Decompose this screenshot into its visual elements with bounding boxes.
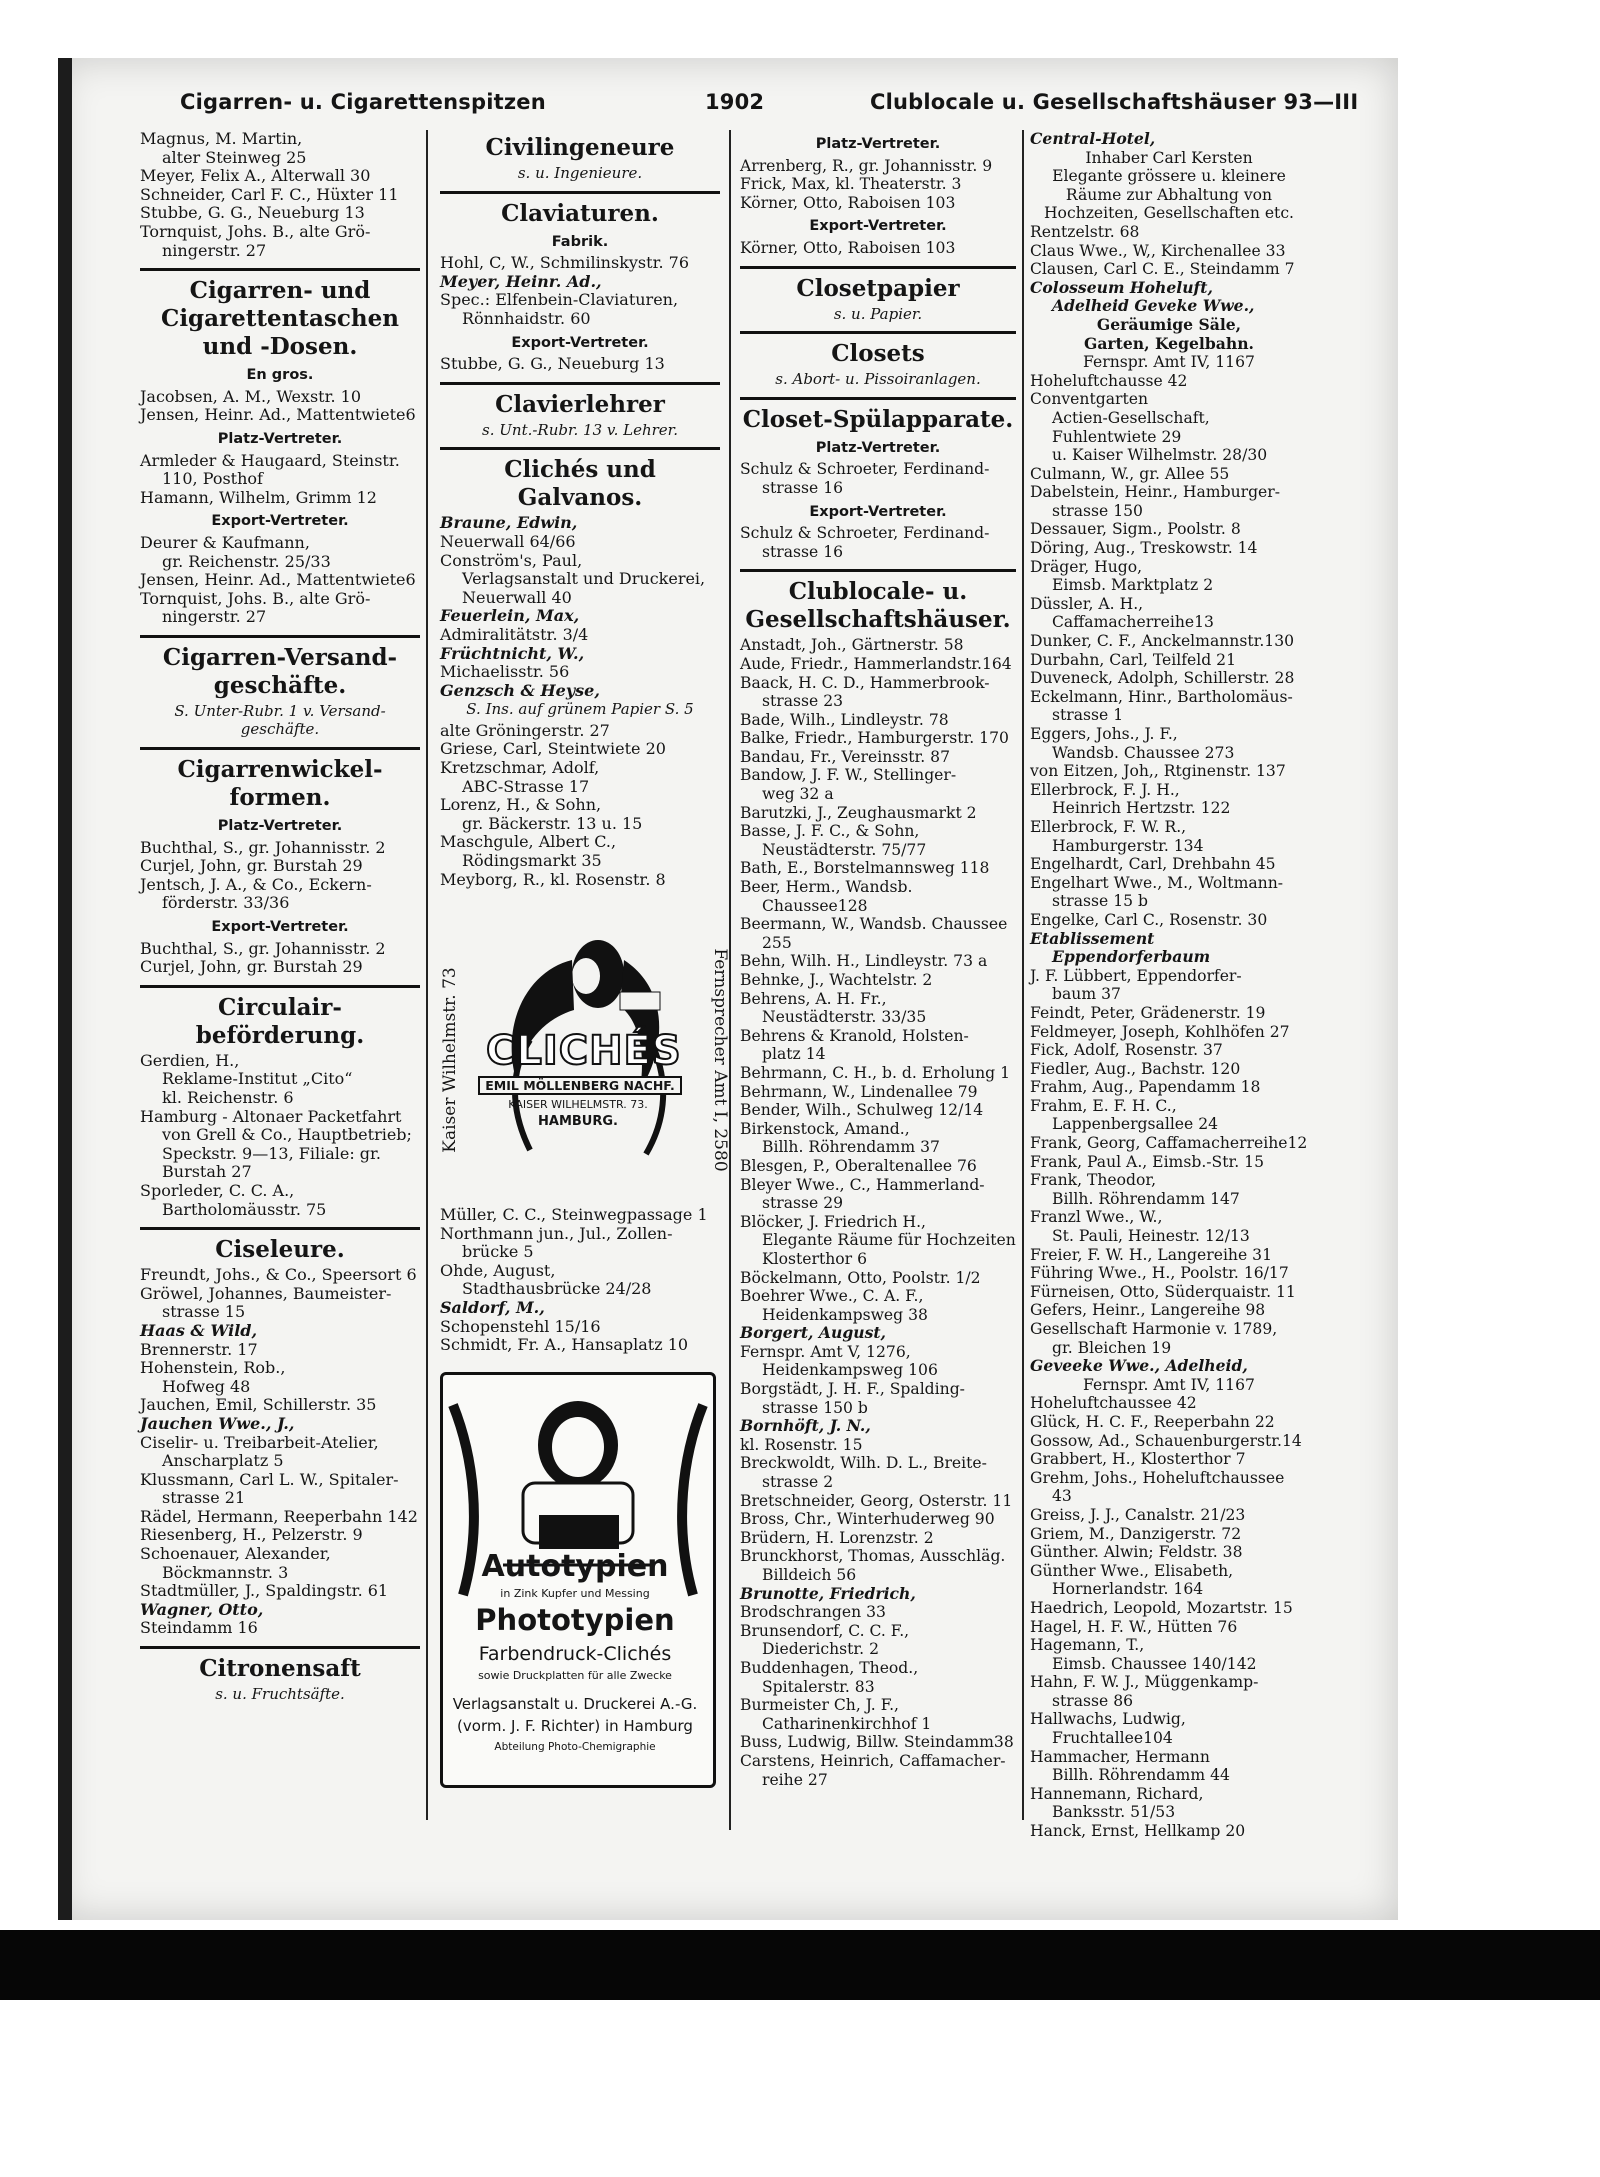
- entry-line: Beer, Herm., Wandsb. Chaussee128: [740, 878, 913, 915]
- entry-detail-centered: Elegante grössere u. kleinere Räume zur Abhaltung von Hochzeiten, Gesellschaften etc.: [1043, 167, 1295, 223]
- bold-italic-entry-name: Meyer, Heinr. Ad.,: [440, 271, 602, 291]
- entry-line: Culmann, W., gr. Allee 55: [1030, 464, 1230, 483]
- section-heading: Ciseleure.: [215, 1236, 345, 1264]
- entry-line: Armleder & Haugaard, Steinstr. 110, Posthof: [140, 450, 400, 489]
- entry-line: Jentsch, J. A., & Co., Eckern- förderstr. 33/36: [140, 874, 372, 913]
- ad-verlagsanstalt: Verlagsanstalt u. Druckerei A.-G.: [452, 1695, 698, 1713]
- header-year: 1902: [705, 90, 765, 114]
- bold-italic-entry-name: Geveeke Wwe., Adelheid,: [1030, 1356, 1248, 1376]
- bold-italic-entry-name: Bornhöft, J. N.,: [740, 1416, 871, 1436]
- section-heading: Cigarren-Versand- geschäfte.: [162, 643, 398, 699]
- entry-line: Bade, Wilh., Lindleystr. 78: [740, 710, 949, 729]
- entry-line: Haedrich, Leopold, Mozartstr. 15: [1030, 1598, 1293, 1617]
- entry-line: Führing Wwe., H., Poolstr. 16/17: [1030, 1264, 1289, 1283]
- section-rule: [440, 447, 720, 450]
- see-reference: S. Unter-Rubr. 1 v. Versand- geschäfte.: [174, 701, 386, 739]
- entry-line: Brodschrangen 33: [740, 1603, 886, 1622]
- see-reference: s. Abort- u. Pissoiranlagen.: [775, 370, 981, 389]
- bold-italic-entry-name: Früchtnicht, W.,: [440, 643, 585, 663]
- entry-line: Conström's, Paul, Verlagsanstalt und Druckerei, Neuerwall 40: [440, 550, 706, 607]
- subheading-label: Platz-Vertreter.: [815, 136, 941, 152]
- entry-line: Behrens & Kranold, Holsten- platz 14: [740, 1026, 969, 1064]
- bold-italic-entry-name: Central-Hotel,: [1030, 129, 1156, 148]
- ad-materials: in Zink Kupfer und Messing: [500, 1587, 650, 1600]
- entry-line: Hamann, Wilhelm, Grimm 12: [140, 487, 377, 507]
- section-rule: [740, 266, 1016, 269]
- entry-line: Körner, Otto, Raboisen 103: [740, 238, 956, 257]
- subheading-label: Platz-Vertreter.: [815, 439, 941, 456]
- ad-phototypien: Phototypien: [475, 1603, 675, 1637]
- entry-line: Brunsendorf, C. C. F., Diederichstr. 2: [740, 1621, 910, 1659]
- entry-line: Clausen, Carl C. E., Steindamm 7: [1030, 260, 1295, 279]
- entry-line: Maschgule, Albert C., Rödingsmarkt 35: [440, 832, 617, 871]
- entry-line: Beermann, W., Wandsb. Chaussee 255: [740, 915, 1008, 952]
- entry-line: Griem, M., Danzigerstr. 72: [1030, 1524, 1242, 1543]
- entry-line: Gröwel, Johannes, Baumeister- strasse 15: [140, 1283, 392, 1322]
- subheading-label: Export-Vertreter.: [809, 503, 947, 520]
- ad-phone-vertical: Fernsprecher Amt I, 2580: [710, 948, 730, 1172]
- ad-druckplatten: sowie Druckplatten für alle Zwecke: [478, 1669, 672, 1682]
- entry-line: kl. Rosenstr. 15: [740, 1435, 863, 1454]
- entry-line: Günther. Alwin; Feldstr. 38: [1030, 1543, 1243, 1562]
- entry-line: Breckwoldt, Wilh. D. L., Breite- strasse 2: [740, 1454, 987, 1492]
- section-heading: Closetpapier: [796, 274, 960, 302]
- entry-line: Arrenberg, R., gr. Johannisstr. 9: [740, 156, 993, 175]
- entry-line: Claus Wwe., W,, Kirchenallee 33: [1030, 241, 1286, 260]
- entry-line: Feldmeyer, Joseph, Kohlhöfen 27: [1030, 1022, 1290, 1041]
- entry-line: Rädel, Hermann, Reeperbahn 142: [140, 1506, 418, 1526]
- entry-line: Grabbert, H., Klosterthor 7: [1030, 1450, 1246, 1469]
- entry-line: Freier, F. W. H., Langereihe 31: [1030, 1245, 1273, 1264]
- entry-line: Magnus, M. Martin, alter Steinweg 25: [140, 129, 307, 167]
- section-heading: Clavierlehrer: [495, 390, 665, 418]
- entry-line: Baack, H. C. D., Hammerbrook- strasse 23: [740, 673, 990, 711]
- entry-line: Barutzki, J., Zeughausmarkt 2: [740, 803, 977, 822]
- entry-line: Duveneck, Adolph, Schillerstr. 28: [1030, 669, 1295, 688]
- entry-line: Glück, H. C. F., Reeperbahn 22: [1030, 1412, 1275, 1431]
- entry-line: Stadtmüller, J., Spaldingstr. 61: [140, 1581, 389, 1601]
- bold-italic-entry-name: Saldorf, M.,: [440, 1297, 545, 1317]
- section-heading: Closets: [831, 340, 925, 368]
- entry-line: Hahn, F. W. J., Müggenkamp- strasse 86: [1030, 1673, 1259, 1710]
- entry-line: Spec.: Elfenbein-Claviaturen, Rönnhaidstr. 60: [440, 290, 679, 328]
- entry-line: Gesellschaft Harmonie v. 1789, gr. Bleichen 19: [1030, 1320, 1278, 1357]
- see-reference: s. Unt.-Rubr. 13 v. Lehrer.: [482, 420, 678, 439]
- entry-line: Bross, Chr., Winterhuderweg 90: [740, 1510, 995, 1529]
- section-rule: [140, 268, 420, 271]
- entry-line: Hagel, H. F. W., Hütten 76: [1030, 1617, 1238, 1636]
- entry-line: Gossow, Ad., Schauenburgerstr.14: [1030, 1431, 1302, 1450]
- entry-line: Schopenstehl 15/16: [440, 1316, 601, 1336]
- section-rule: [440, 191, 720, 194]
- entry-line: Meyborg, R., kl. Rosenstr. 8: [440, 869, 666, 889]
- entry-line: Düssler, A. H., Caffamacherreihe13: [1030, 594, 1214, 632]
- entry-line: Ohde, August, Stadthausbrücke 24/28: [440, 1260, 652, 1299]
- entry-line: Fiedler, Aug., Bachstr. 120: [1030, 1059, 1241, 1078]
- entry-line: Schulz & Schroeter, Ferdinand- strasse 16: [740, 460, 990, 497]
- entry-line: Greiss, J. J., Canalstr. 21/23: [1030, 1505, 1246, 1524]
- subheading-label: Platz-Vertreter.: [217, 818, 343, 835]
- entry-line: Ellerbrock, F. W. R., Hamburgerstr. 134: [1030, 817, 1204, 855]
- section-heading: Citronensaft: [199, 1655, 361, 1683]
- entry-line: Fick, Adolf, Rosenstr. 37: [1030, 1041, 1223, 1060]
- section-rule: [440, 382, 720, 385]
- entry-line: Schulz & Schroeter, Ferdinand- strasse 16: [740, 524, 990, 561]
- entry-highlight-bold: Geräumige Säle, Garten, Kegelbahn.: [1084, 314, 1254, 353]
- bold-italic-entry-name: Brunotte, Friedrich,: [740, 1583, 916, 1603]
- section-heading: Circulair- beförderung.: [195, 993, 365, 1049]
- section-rule: [140, 635, 420, 638]
- entry-line: Freundt, Johs., & Co., Speersort 6: [140, 1265, 417, 1285]
- entry-line: Engelhardt, Carl, Drehbahn 45: [1030, 855, 1276, 874]
- ad-address-vertical: Kaiser Wilhelmstr. 73: [440, 967, 460, 1153]
- entry-line: Behn, Wilh. H., Lindleystr. 73 a: [740, 952, 988, 971]
- section-heading: Closet-Spülapparate.: [742, 405, 1014, 433]
- header-left: Cigarren- u. Cigarettenspitzen: [180, 90, 546, 114]
- entry-line: Hannemann, Richard, Banksstr. 51/53: [1030, 1784, 1204, 1822]
- entry-line: Lorenz, H., & Sohn, gr. Bäckerstr. 13 u. 15: [440, 795, 643, 833]
- entry-line: Hagemann, T., Eimsb. Chaussee 140/142: [1030, 1636, 1257, 1673]
- subheading-label: Fabrik.: [551, 233, 609, 250]
- section-heading: Civilingeneure: [485, 134, 675, 161]
- section-rule: [140, 985, 420, 988]
- entry-line: Jensen, Heinr. Ad., Mattentwiete6: [140, 570, 416, 590]
- entry-line: Behnke, J., Wachtelstr. 2: [740, 971, 933, 989]
- subheading-label: Export-Vertreter.: [211, 513, 349, 530]
- entry-line: Gefers, Heinr., Langereihe 98: [1030, 1301, 1266, 1320]
- entry-line: J. F. Lübbert, Eppendorfer- baum 37: [1030, 966, 1242, 1004]
- entry-line: Boehrer Wwe., C. A. F., Heidenkampsweg 38: [740, 1287, 928, 1324]
- entry-line: Michaelisstr. 56: [440, 662, 570, 682]
- entry-line: Hanck, Ernst, Hellkamp 20: [1030, 1822, 1246, 1841]
- subheading-label: Export-Vertreter.: [511, 334, 649, 351]
- ad-city: HAMBURG.: [538, 1114, 618, 1129]
- entry-line: Hoheluftchaussee 42: [1030, 1394, 1197, 1413]
- entry-line: Buss, Ludwig, Billw. Steindamm38: [740, 1733, 1014, 1752]
- running-header: [120, 90, 1359, 124]
- entry-line: Fernspr. Amt V, 1276, Heidenkampsweg 106: [740, 1342, 938, 1380]
- entry-line: Jensen, Heinr. Ad., Mattentwiete6: [140, 405, 416, 425]
- entry-line: Franzl Wwe., W., St. Pauli, Heinestr. 12/13: [1030, 1208, 1250, 1246]
- entry-line: Durbahn, Carl, Teilfeld 21: [1030, 650, 1237, 669]
- entry-line: Neuerwall 64/66: [440, 531, 576, 551]
- bold-italic-entry-name: Jauchen Wwe., J.,: [140, 1413, 295, 1433]
- entry-line: Borgstädt, J. H. F., Spalding- strasse 150 b: [740, 1380, 965, 1417]
- section-heading: Cigarrenwickel- formen.: [177, 756, 383, 812]
- entry-line: Steindamm 16: [140, 1618, 258, 1638]
- entry-line: Dabelstein, Heinr., Hamburger- strasse 150: [1030, 483, 1281, 520]
- entry-line: Blöcker, J. Friedrich H., Elegante Räume für Hochzeiten Klosterthor 6: [740, 1212, 1016, 1268]
- column-divider: [426, 130, 428, 1820]
- entry-line: Behrens, A. H. Fr., Neustädterstr. 33/35: [740, 989, 927, 1027]
- entry-line: Tornquist, Johs. B., alte Grö- ningerstr. 27: [140, 588, 371, 627]
- subheading-label: Export-Vertreter.: [809, 218, 947, 235]
- entry-line: Klussmann, Carl L. W., Spitaler- strasse 21: [140, 1469, 399, 1508]
- entry-line: Frahm, Aug., Papendamm 18: [1030, 1078, 1261, 1097]
- entry-line: Curjel, John, gr. Burstah 29: [140, 856, 363, 876]
- entry-line: Schoenauer, Alexander, Böckmannstr. 3: [140, 1544, 331, 1582]
- bold-italic-entry-name: Haas & Wild,: [140, 1320, 258, 1340]
- entry-line: Basse, J. F. C., & Sohn, Neustädterstr. 75/77: [740, 822, 927, 859]
- ad-farbendruck: Farbendruck-Clichés: [478, 1643, 672, 1665]
- entry-line: Frick, Max, kl. Theaterstr. 3: [740, 175, 962, 194]
- entry-line: Bandau, Fr., Vereinsstr. 87: [740, 747, 951, 766]
- section-rule: [140, 1227, 420, 1230]
- ad-autotypien: Autotypien: [481, 1549, 669, 1584]
- entry-line: Körner, Otto, Raboisen 103: [740, 193, 956, 212]
- bold-italic-entry-name: Feuerlein, Max,: [440, 606, 580, 626]
- entry-line: Admiralitätstr. 3/4: [440, 624, 589, 644]
- subheading-label: En gros.: [246, 367, 314, 384]
- see-reference: s. u. Ingenieure.: [517, 164, 643, 182]
- ad-richter: (vorm. J. F. Richter) in Hamburg: [457, 1717, 693, 1735]
- entry-line: Bleyer Wwe., C., Hammerland- strasse 29: [740, 1175, 985, 1213]
- entry-line: Dessauer, Sigm., Poolstr. 8: [1030, 520, 1241, 539]
- scanner-bottom-band: [0, 1930, 1600, 2000]
- entry-line: Frank, Georg, Caffamacherreihe12: [1030, 1134, 1308, 1153]
- entry-line: Hamburg - Altonaer Packetfahrt von Grell & Co., Hauptbetrieb; Speckstr. 9—13, Filiale: gr. Burstah 27: [140, 1106, 412, 1182]
- entry-line: Aude, Friedr., Hammerlandstr.164: [740, 654, 1012, 673]
- column-2: [440, 130, 720, 889]
- entry-detail-centered: Fernspr. Amt IV, 1167: [1083, 1375, 1255, 1394]
- entry-line: Brüdern, H. Lorenzstr. 2: [740, 1528, 934, 1547]
- ad-abteilung: Abteilung Photo-Chemigraphie: [494, 1741, 656, 1753]
- entry-line: Stubbe, G. G., Neueburg 13: [440, 354, 665, 374]
- ad-street: KAISER WILHELMSTR. 73.: [508, 1098, 648, 1111]
- autotypien-advertisement: [440, 1372, 716, 1788]
- entry-line: Hoheluftchausse 42: [1030, 371, 1188, 390]
- entry-line: Günther Wwe., Elisabeth, Hornerlandstr. 164: [1030, 1561, 1234, 1599]
- see-reference: s. u. Fruchtsäfte.: [215, 1685, 345, 1704]
- entry-detail-centered: Fernspr. Amt IV, 1167: [1083, 353, 1255, 372]
- entry-line: Engelhart Wwe., M., Woltmann- strasse 15 b: [1030, 873, 1284, 911]
- entry-line: Carstens, Heinrich, Caffamacher- reihe 27: [740, 1751, 1006, 1789]
- entry-line: Balke, Friedr., Hamburgerstr. 170: [740, 729, 1009, 748]
- entry-line: Bender, Wilh., Schulweg 12/14: [740, 1101, 984, 1120]
- section-heading: Clichés und Galvanos.: [504, 456, 656, 512]
- section-rule: [140, 1646, 420, 1649]
- bold-italic-entry-name: Braune, Edwin,: [440, 513, 578, 533]
- section-rule: [740, 397, 1016, 400]
- entry-line: Dräger, Hugo, Eimsb. Marktplatz 2: [1030, 557, 1214, 595]
- entry-line: Buddenhagen, Theod., Spitalerstr. 83: [740, 1658, 919, 1696]
- ad-firm-name: EMIL MÖLLENBERG NACHF.: [478, 1076, 682, 1095]
- entry-line: Kretzschmar, Adolf, ABC-Strasse 17: [440, 758, 600, 796]
- bold-italic-entry-name: Colosseum Hoheluft, Adelheid Geveke Wwe.,: [1030, 277, 1255, 316]
- column-3: [740, 130, 1016, 1789]
- entry-line: Gerdien, H., Reklame-Institut „Cito“ kl. Reichenstr. 6: [140, 1050, 353, 1107]
- subheading-label: Platz-Vertreter.: [217, 430, 343, 447]
- entry-line: von Eitzen, Joh,, Rtginenstr. 137: [1030, 762, 1286, 781]
- entry-line: Burmeister Ch, J. F., Catharinenkirchhof 1: [740, 1696, 932, 1733]
- subheading-label: Export-Vertreter.: [211, 919, 349, 936]
- entry-line: Birkenstock, Amand., Billh. Röhrendamm 37: [740, 1119, 940, 1157]
- entry-line: Meyer, Felix A., Alterwall 30: [140, 166, 371, 186]
- entry-detail-centered: Inhaber Carl Kersten: [1085, 148, 1253, 167]
- entry-line: Anstadt, Joh., Gärtnerstr. 58: [740, 636, 964, 655]
- entry-line: Eckelmann, Hinr., Bartholomäus- strasse 1: [1030, 687, 1293, 725]
- entry-line: Döring, Aug., Treskowstr. 14: [1030, 539, 1258, 558]
- entry-line: Conventgarten Actien-Gesellschaft, Fuhlentwiete 29 u. Kaiser Wilhelmstr. 28/30: [1030, 390, 1268, 465]
- section-rule: [740, 331, 1016, 334]
- entry-line: Müller, C. C., Steinwegpassage 1: [440, 1205, 708, 1224]
- entry-line: Hohenstein, Rob., Hofweg 48: [140, 1358, 286, 1396]
- entry-line: Curjel, John, gr. Burstah 29: [140, 957, 363, 977]
- entry-line: Frank, Theodor, Billh. Röhrendamm 147: [1030, 1171, 1240, 1208]
- entry-line: Sporleder, C. C. A., Bartholomäusstr. 75: [140, 1180, 327, 1219]
- entry-line: Ciselir- u. Treibarbeit-Atelier, Anscharplatz 5: [140, 1432, 379, 1471]
- entry-line: Schneider, Carl F. C., Hüxter 11: [140, 184, 399, 204]
- entry-line: Bandow, J. F. W., Stellinger- weg 32 a: [740, 766, 957, 804]
- entry-line: Jacobsen, A. M., Wexstr. 10: [140, 386, 362, 406]
- column-divider: [1022, 130, 1024, 1820]
- column-2-continued: [440, 1206, 720, 1355]
- section-heading: Cigarren- und Cigarettentaschen und -Dosen.: [161, 277, 399, 361]
- entry-line: Deurer & Kaufmann, gr. Reichenstr. 25/33: [140, 532, 331, 571]
- bold-italic-entry-name: Wagner, Otto,: [140, 1599, 264, 1619]
- entry-line: Engelke, Carl C., Rosenstr. 30: [1030, 910, 1268, 929]
- entry-line: Riesenberg, H., Pelzerstr. 9: [140, 1525, 363, 1545]
- entry-line: Hallwachs, Ludwig, Fruchtallee104: [1030, 1710, 1186, 1748]
- entry-line: Behrmann, W., Lindenallee 79: [740, 1082, 978, 1101]
- entry-line: Brunckhorst, Thomas, Ausschläg. Billdeich 56: [740, 1547, 1006, 1584]
- entry-line: Ellerbrock, F. J. H., Heinrich Hertzstr. 122: [1030, 780, 1231, 818]
- entry-line: Blesgen, P., Oberaltenallee 76: [740, 1156, 977, 1175]
- entry-line: Hohl, C, W., Schmilinskystr. 76: [440, 253, 689, 273]
- header-right: Clublocale u. Gesellschaftshäuser 93—III: [870, 90, 1359, 114]
- entry-line: Stubbe, G. G., Neueburg 13: [140, 203, 365, 223]
- entry-line: Frahm, E. F. H. C., Lappenbergsallee 24: [1030, 1096, 1219, 1134]
- section-heading: Clublocale- u. Gesellschaftshäuser.: [745, 578, 1011, 634]
- entry-line: Bretschneider, Georg, Osterstr. 11: [740, 1491, 1013, 1510]
- entry-line: Jauchen, Emil, Schillerstr. 35: [140, 1395, 377, 1415]
- bold-italic-entry-name: Etablissement Eppendorferbaum: [1030, 928, 1211, 967]
- entry-line: Schmidt, Fr. A., Hansaplatz 10: [440, 1335, 689, 1355]
- ad-cliches-title: CLICHÉS: [486, 1028, 682, 1074]
- entry-line: Hammacher, Hermann Billh. Röhrendamm 44: [1030, 1747, 1230, 1785]
- section-heading: Claviaturen.: [501, 199, 659, 227]
- entry-line: Buchthal, S., gr. Johannisstr. 2: [140, 938, 386, 958]
- entry-line: Griese, Carl, Steintwiete 20: [440, 739, 666, 759]
- book-spine: [58, 58, 72, 1920]
- entry-line: Dunker, C. F., Anckelmannstr.130: [1030, 632, 1295, 651]
- entry-line: Frank, Paul A., Eimsb.-Str. 15: [1030, 1152, 1264, 1171]
- entry-line: Behrmann, C. H., b. d. Erholung 1: [740, 1063, 1011, 1082]
- column-4: [1030, 130, 1308, 1841]
- column-1: [140, 130, 420, 1707]
- entry-line: alte Gröningerstr. 27: [440, 720, 610, 740]
- entry-line: Brennerstr. 17: [140, 1339, 258, 1359]
- see-reference: s. u. Papier.: [833, 304, 923, 323]
- section-rule: [740, 569, 1016, 572]
- entry-line: Bath, E., Borstelmannsweg 118: [740, 859, 990, 878]
- entry-line: Feindt, Peter, Grädenerstr. 19: [1030, 1003, 1266, 1022]
- entry-line: Rentzelstr. 68: [1030, 222, 1140, 241]
- entry-line: Buchthal, S., gr. Johannisstr. 2: [140, 837, 386, 857]
- entry-line: Fürneisen, Otto, Süderquaistr. 11: [1030, 1282, 1296, 1301]
- entry-line: Grehm, Johs., Hoheluftchaussee 43: [1030, 1468, 1285, 1506]
- see-reference: S. Ins. auf grünem Papier S. 5: [466, 700, 694, 719]
- entry-line: Northmann jun., Jul., Zollen- brücke 5: [440, 1223, 673, 1262]
- bold-italic-entry-name: Borgert, August,: [740, 1323, 886, 1343]
- bold-italic-entry-name: Genzsch & Heyse,: [440, 680, 600, 700]
- entry-line: Eggers, Johs., J. F., Wandsb. Chaussee 273: [1030, 725, 1235, 762]
- entry-line: Tornquist, Johs. B., alte Grö- ningerstr. 27: [140, 221, 371, 260]
- entry-line: Böckelmann, Otto, Poolstr. 1/2: [740, 1268, 981, 1287]
- section-rule: [140, 747, 420, 750]
- cliches-advertisement: [440, 930, 730, 1190]
